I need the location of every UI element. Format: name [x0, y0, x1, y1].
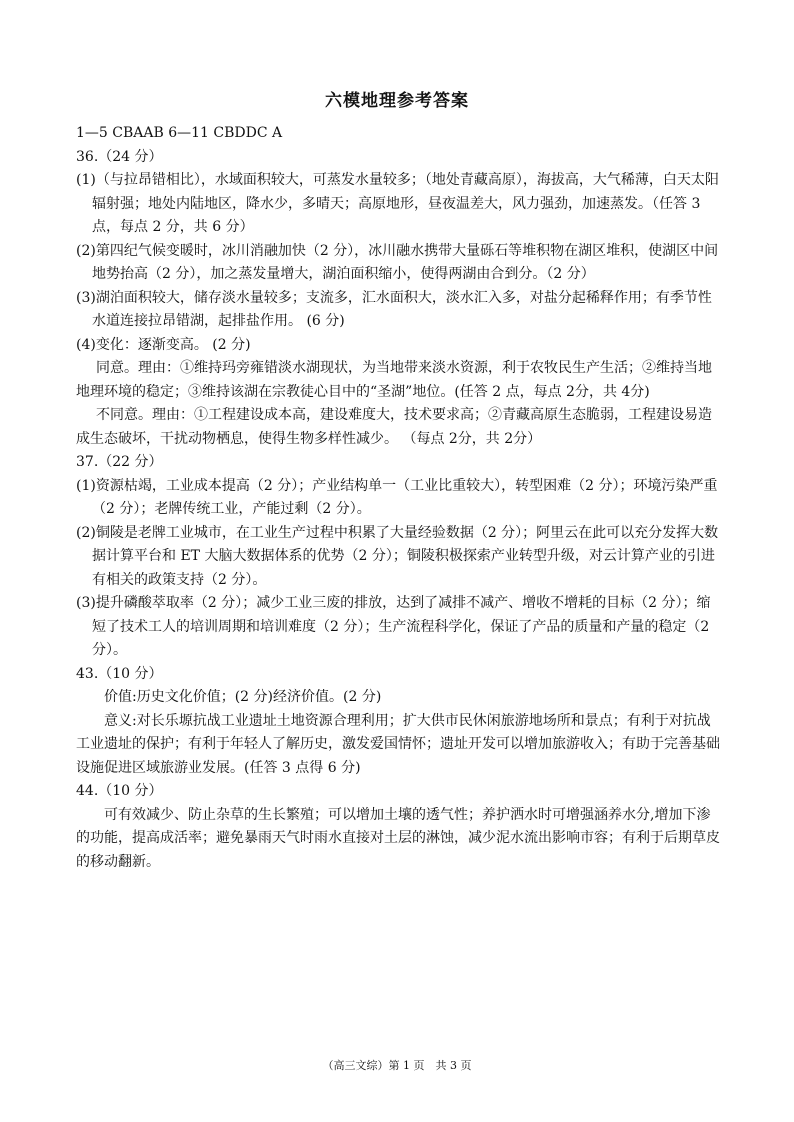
q43-value: 价值:历史文化价值；(2 分)经济价值。(2 分)	[104, 689, 382, 705]
q37-header: 37.（22 分）	[76, 454, 163, 470]
q36-answer-1: (1)（与拉昂错相比），水域面积较大，可蒸发水量较多；（地处青藏高原），海拔高，大气稀薄，白天太阳辐射强；地处内陆地区，降水少，多晴天；高原地形，昼夜温差大，风力强劲，加速蒸发。（任答 3 点，每点 2 分，共 6 分）	[76, 172, 719, 235]
q37-answer-1: (1)资源枯竭，工业成本提高（2 分）；产业结构单一（工业比重较大），转型困难（2 分）；环境污染严重（2 分）；老牌传统工业，产能过剩（2 分）。	[76, 477, 718, 517]
q36-answer-2: (2)第四纪气候变暖时，冰川消融加快（2 分），冰川融水携带大量砾石等堆积物在湖区堆积，使湖区中间地势抬高（2 分），加之蒸发量增大，湖泊面积缩小，使得两湖由合到分。（2 分）	[76, 242, 719, 282]
q37-answer-2: (2)铜陵是老牌工业城市，在工业生产过程中积累了大量经验数据（2 分）；阿里云在此可以充分发挥大数据计算平台和 ET 大脑大数据体系的优势（2 分）；铜陵积极探索产业转型升级，对云计算产业的引进有相关的政策支持（2 分）。	[76, 524, 719, 588]
choice-answers: 1—5 CBAAB 6—11 CBDDC A	[76, 125, 283, 141]
page-title: 六模地理参考答案	[325, 91, 469, 111]
q36-answer-4-disagree: 不同意。理由：①工程建设成本高，建设难度大，技术要求高；②青藏高原生态脆弱，工程建设易造成生态破坏，干扰动物栖息，使得生物多样性减少。 （每点 2分，共 2分）	[76, 407, 712, 447]
page-footer: （高三文综）第 1 页 共 3 页	[322, 1059, 472, 1072]
q36-header: 36.（24 分）	[76, 148, 163, 165]
q36-answer-4: (4)变化：逐渐变高。 (2 分)	[76, 336, 251, 353]
q36-answer-4-agree: 同意。理由：①维持玛旁雍错淡水湖现状，为当地带来淡水资源，利于农牧民生产生活；②维持当地地理环境的稳定；③维持该湖在宗教徒心目中的“圣湖”地位。(任答 2 点，每点 2分，共 4分)	[76, 360, 712, 400]
q44-answer: 可有效减少、防止杂草的生长繁殖；可以增加土壤的透气性；养护洒水时可增强涵养水分,增加下渗的功能，提高成活率；避免暴雨天气时雨水直接对土层的淋蚀，减少泥水流出影响市容；有利于后期草皮的移动翻新。	[76, 806, 720, 870]
q36-answer-3: (3)湖泊面积较大，储存淡水量较多；支流多，汇水面积大，淡水汇入多，对盐分起稀释作用；有季节性水道连接拉昂错湖，起排盐作用。 (6 分)	[76, 289, 712, 329]
q44-header: 44.（10 分）	[76, 783, 163, 799]
q43-header: 43.（10 分）	[76, 665, 163, 682]
answer-content	[76, 122, 722, 874]
q43-meaning: 意义:对长乐塬抗战工业遗址土地资源合理利用；扩大供市民休闲旅游地场所和景点；有利于对抗战工业遗址的保护；有利于年轻人了解历史，激发爱国情怀；遗址开发可以增加旅游收入；有助于完善基础设施促进区域旅游业发展。(任答 3 点得 6 分)	[76, 712, 720, 776]
q37-answer-3: (3)提升磷酸萃取率（2 分）；减少工业三废的排放，达到了减排不减产、增收不增耗的目标（2 分）；缩短了技术工人的培训周期和培训难度（2 分）；生产流程科学化，保证了产品的质量和产量的稳定（2 分）。	[76, 595, 711, 658]
